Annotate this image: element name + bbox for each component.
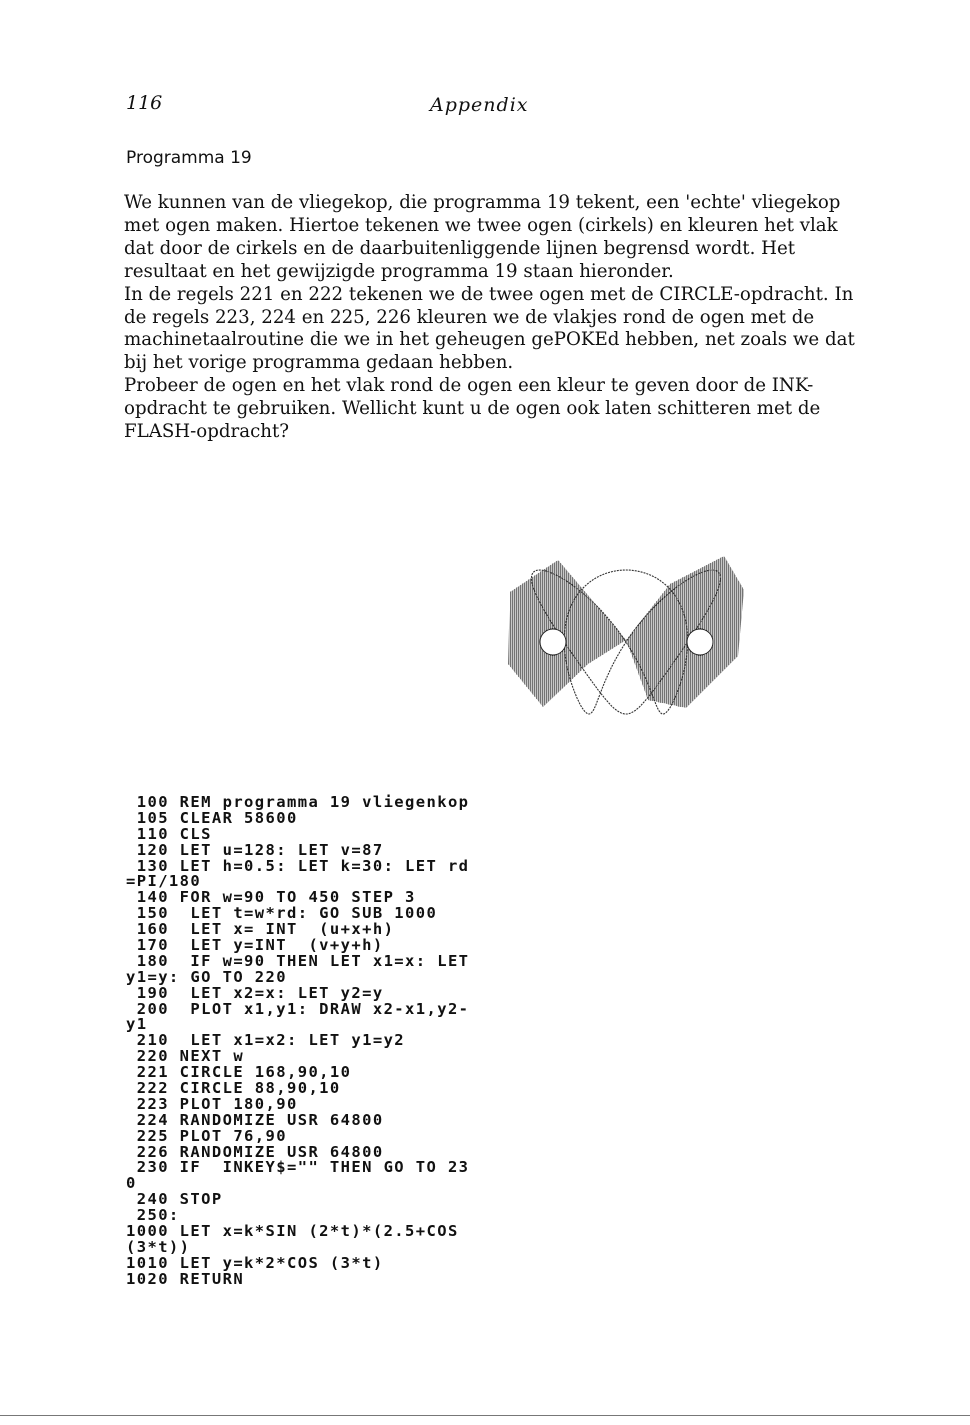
listing-line: 160 LET x= INT (u+x+h) <box>126 920 395 939</box>
listing-line: 250: <box>126 1206 180 1225</box>
listing-line: 223 PLOT 180,90 <box>126 1094 298 1113</box>
listing-line: 100 REM programma 19 vliegenkop <box>126 793 470 811</box>
paragraph-3: Probeer de ogen en het vlak rond de ogen een kleur te geven door de INK-opdracht te gebruiken. Wellicht kunt u de ogen ook laten schitteren met de FLASH-opdracht? <box>124 375 821 443</box>
listing-line: 226 RANDOMIZE USR 64800 <box>126 1142 384 1161</box>
listing-line: 1010 LET y=k*2*COS (3*t) <box>126 1253 384 1272</box>
listing-line: 1020 RETURN <box>126 1269 245 1288</box>
fly-head-plot <box>438 522 828 762</box>
listing-line: 225 PLOT 76,90 <box>126 1126 287 1145</box>
listing-line: 222 CIRCLE 88,90,10 <box>126 1079 341 1098</box>
left-eye-fill <box>438 522 828 760</box>
paragraph-2: In de regels 221 en 222 tekenen we de twee ogen met de CIRCLE-opdracht. In de regels 223, 224 en 225, 226 kleuren we de vlakjes rond de ogen met de machinetaalroutine die we in het geheugen gePOKEd hebben, net zoals we dat bij het vorige programma gedaan hebben. <box>124 283 855 374</box>
page-number: 116 <box>126 92 163 114</box>
listing-line: 150 LET t=w*rd: GO SUB 1000 <box>126 904 438 923</box>
section-title: Programma 19 <box>126 148 252 168</box>
paragraph-1: We kunnen van de vliegekop, die programma 19 tekent, een 'echte' vliegekop met ogen maken. Hiertoe tekenen we twee ogen (cirkels) en kleuren het vlak dat door de cirkels en de daarbuitenliggende lijnen begrensd wordt. Het resultaat en het gewijzigde programma 19 staan hieronder. <box>124 192 841 282</box>
listing-line: 240 STOP <box>126 1190 223 1209</box>
listing-line: 220 NEXT w <box>126 1047 245 1066</box>
eye-shading <box>438 522 828 760</box>
listing-line: 200 PLOT x1,y1: DRAW x2-x1,y2- <box>126 999 470 1018</box>
bottom-rule <box>0 1415 970 1416</box>
listing-line: 0 <box>126 1174 137 1193</box>
right-eye-circle <box>687 629 713 655</box>
listing-line: 170 LET y=INT (v+y+h) <box>126 936 384 955</box>
listing-line: 120 LET u=128: LET v=87 <box>126 840 384 859</box>
right-eye-fill <box>438 522 828 760</box>
listing-line: 1000 LET x=k*SIN (2*t)*(2.5+COS <box>126 1222 459 1241</box>
program-listing <box>126 795 586 1288</box>
listing-line: 190 LET x2=x: LET y2=y <box>126 983 384 1002</box>
listing-line: 210 LET x1=x2: LET y1=y2 <box>126 1031 406 1050</box>
listing-line: 130 LET h=0.5: LET k=30: LET rd <box>126 856 470 875</box>
running-head: Appendix <box>430 94 529 116</box>
listing-line: 224 RANDOMIZE USR 64800 <box>126 1110 384 1129</box>
listing-line: 221 CIRCLE 168,90,10 <box>126 1063 352 1082</box>
left-eye-circle <box>540 629 566 655</box>
listing-line: 105 CLEAR 58600 <box>126 808 298 827</box>
listing-line: 110 CLS <box>126 824 212 843</box>
listing-line: (3*t)) <box>126 1237 191 1256</box>
listing-line: y1=y: GO TO 220 <box>126 967 287 986</box>
listing-line: =PI/180 <box>126 872 202 891</box>
listing-line: 230 IF INKEY$="" THEN GO TO 23 <box>126 1158 470 1177</box>
body-text <box>124 192 864 444</box>
fly-head-figure <box>438 522 828 766</box>
listing-line: 180 IF w=90 THEN LET x1=x: LET <box>126 951 470 970</box>
listing-line: y1 <box>126 1015 148 1034</box>
listing-line: 140 FOR w=90 TO 450 STEP 3 <box>126 888 416 907</box>
